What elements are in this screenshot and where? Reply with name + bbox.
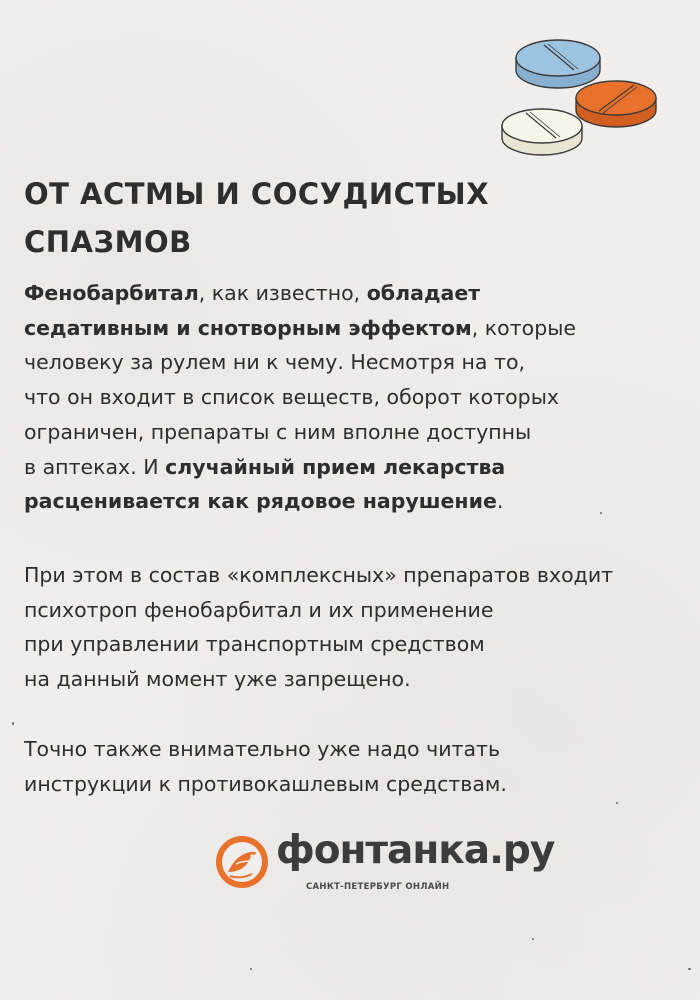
paragraph-complex-drugs xyxy=(24,558,684,697)
bold-text: седативным и снотворным эффектом xyxy=(24,315,472,340)
blue-pill-icon xyxy=(516,40,600,88)
white-pill-icon xyxy=(502,109,582,155)
paper-speck xyxy=(250,968,252,970)
text: ограничен, препараты с ним вполне доступны xyxy=(24,419,532,444)
text: на данный момент уже запрещено. xyxy=(24,667,411,692)
paper-speck xyxy=(12,722,14,725)
text: при управлении транспортным средством xyxy=(24,632,485,657)
orange-pill-icon xyxy=(576,81,656,127)
paper-speck xyxy=(532,938,534,940)
logo-wordmark: фонтанка.ру xyxy=(276,828,555,873)
pills-illustration xyxy=(496,28,668,164)
paragraph-phenobarbital xyxy=(24,276,684,519)
logo-tagline: САНКТ-ПЕТЕРБУРГ ОНЛАЙН xyxy=(306,882,450,892)
text: психотроп фенобарбитал и их применение xyxy=(24,597,494,622)
bold-text: обладает xyxy=(366,281,481,305)
text: , как известно, xyxy=(198,281,367,305)
bold-text: Фенобарбитал xyxy=(24,281,199,305)
heading-line: СПАЗМОВ xyxy=(24,225,192,259)
bold-text: расценивается как рядовое нарушение xyxy=(24,489,497,514)
bold-text: случайный прием лекарства xyxy=(165,454,506,479)
text: инструкции к противокашлевым средствам. xyxy=(24,771,507,796)
text: человеку за рулем ни к чему. Несмотря на то, xyxy=(24,350,525,375)
text: Точно также внимательно уже надо читать xyxy=(24,737,501,761)
paper-speck xyxy=(688,968,691,970)
paper-speck xyxy=(616,802,618,804)
paragraph-cough-remedies xyxy=(24,732,684,801)
text: . xyxy=(496,489,504,514)
text: , которые xyxy=(471,315,577,340)
text: При этом в состав «комплексных» препаратов входит xyxy=(24,563,614,587)
fontanka-logo-icon xyxy=(214,834,270,890)
heading-line: ОТ АСТМЫ И СОСУДИСТЫХ xyxy=(24,177,490,211)
text: в аптеках. И xyxy=(24,454,166,479)
article-heading xyxy=(24,170,664,266)
text: что он входит в список веществ, оборот которых xyxy=(24,385,560,410)
fontanka-logo xyxy=(214,828,555,902)
